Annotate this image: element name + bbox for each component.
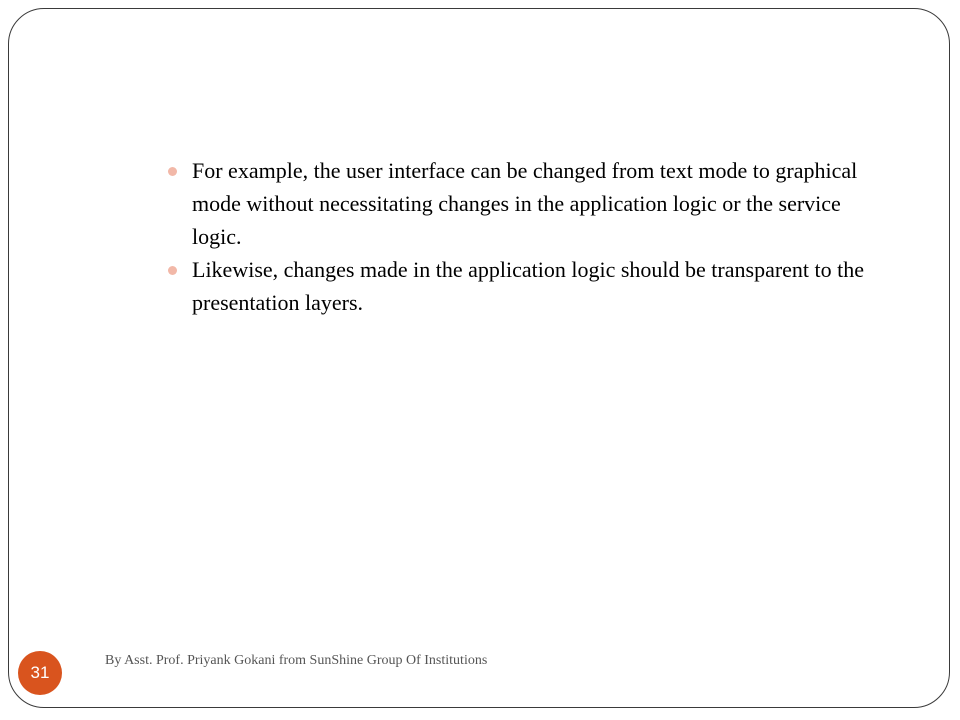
footer-author-text: By Asst. Prof. Priyank Gokani from SunShine Group Of Institutions: [105, 653, 488, 668]
bullet-text: For example, the user interface can be changed from text mode to graphical mode without necessitating changes in the application logic or the service logic.: [192, 158, 858, 249]
bullet-dot-icon: [168, 266, 177, 275]
slide-content: [168, 154, 888, 319]
bullet-dot-icon: [168, 167, 177, 176]
bullet-item: [168, 154, 888, 253]
bullet-text: Likewise, changes made in the application logic should be transparent to the presentation layers.: [192, 257, 865, 315]
slide-frame: [8, 8, 950, 708]
page-number-badge: 31: [18, 651, 62, 695]
bullet-item: [168, 253, 888, 319]
